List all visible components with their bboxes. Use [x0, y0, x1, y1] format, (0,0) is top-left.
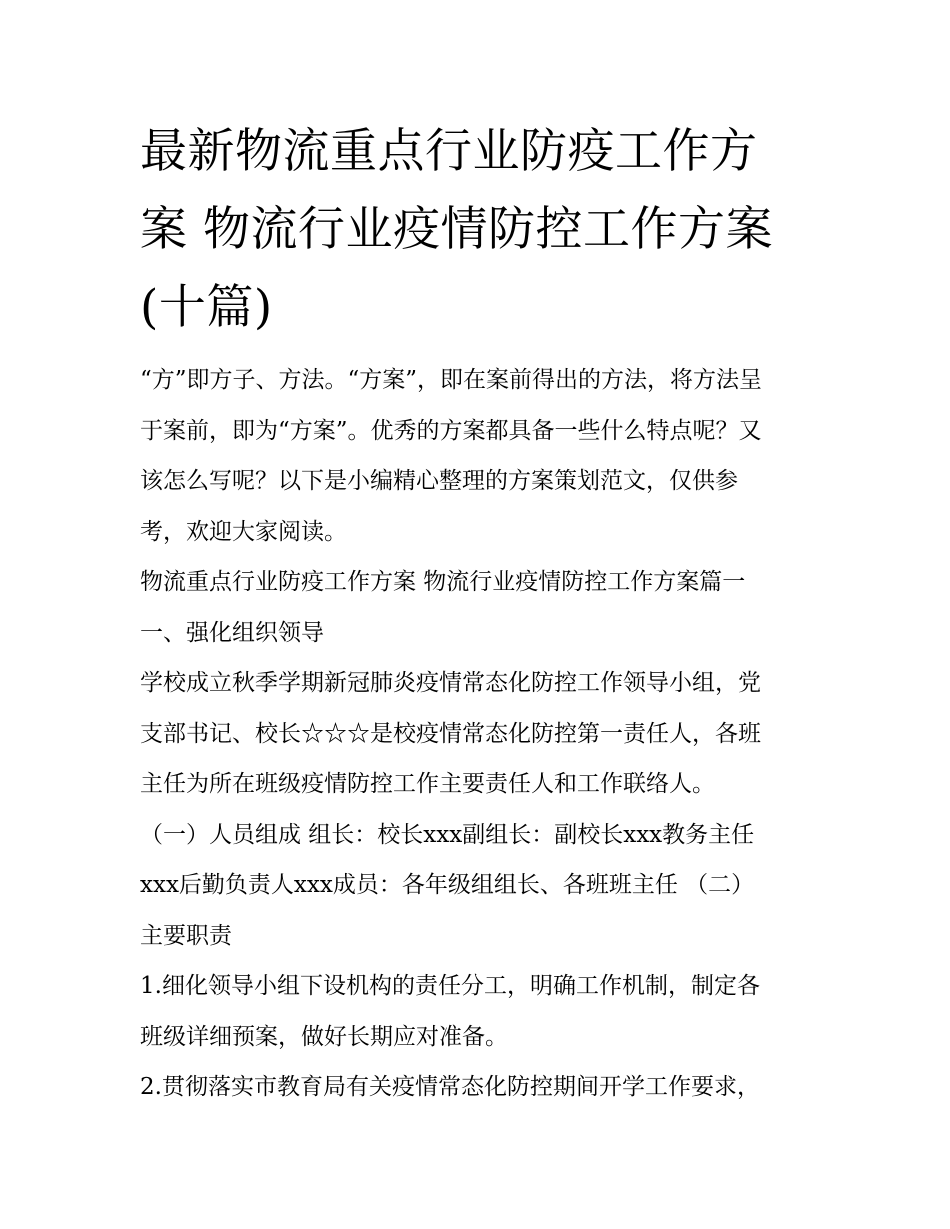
- title-line: 最新物流重点行业防疫工作方: [140, 124, 758, 179]
- body-line: “方”即方子、方法。“方案”，即在案前得出的方法，将方法呈: [140, 367, 763, 393]
- body-line: 班级详细预案，做好长期应对准备。: [140, 1023, 508, 1050]
- body-line: 主要职责: [140, 922, 232, 949]
- list-item: 1.细化领导小组下设机构的责任分工，明确工作机制，制定各: [140, 973, 760, 999]
- body-line: （一）人员组成 组长：校长xxx副组长：副校长xxx教务主任: [140, 821, 755, 848]
- body-line: 支部书记、校长☆☆☆是校疫情常态化防控第一责任人，各班: [140, 720, 761, 747]
- body-line: 考，欢迎大家阅读。: [140, 518, 347, 545]
- title-line: 案 物流行业疫情防控工作方案: [140, 202, 773, 257]
- body-line: 该怎么写呢？以下是小编精心整理的方案策划范文，仅供参: [140, 468, 738, 494]
- list-item: 2.贯彻落实市教育局有关疫情常态化防控期间开学工作要求，: [140, 1074, 760, 1100]
- subsection-heading: 一、强化组织领导: [140, 619, 324, 646]
- body-line: 学校成立秋季学期新冠肺炎疫情常态化防控工作领导小组，党: [140, 670, 761, 696]
- document-body: [140, 355, 830, 1113]
- body-line: 主任为所在班级疫情防控工作主要责任人和工作联络人。: [140, 771, 715, 797]
- body-line: xxx后勤负责人xxx成员：各年级组组长、各班班主任 （二）: [140, 872, 755, 898]
- title-line: (十篇): [140, 280, 273, 335]
- section-heading: 物流重点行业防疫工作方案 物流行业疫情防控工作方案篇一: [140, 569, 746, 595]
- body-line: 于案前，即为“方案”。优秀的方案都具备一些什么特点呢？又: [140, 417, 762, 444]
- document-title: [140, 113, 820, 347]
